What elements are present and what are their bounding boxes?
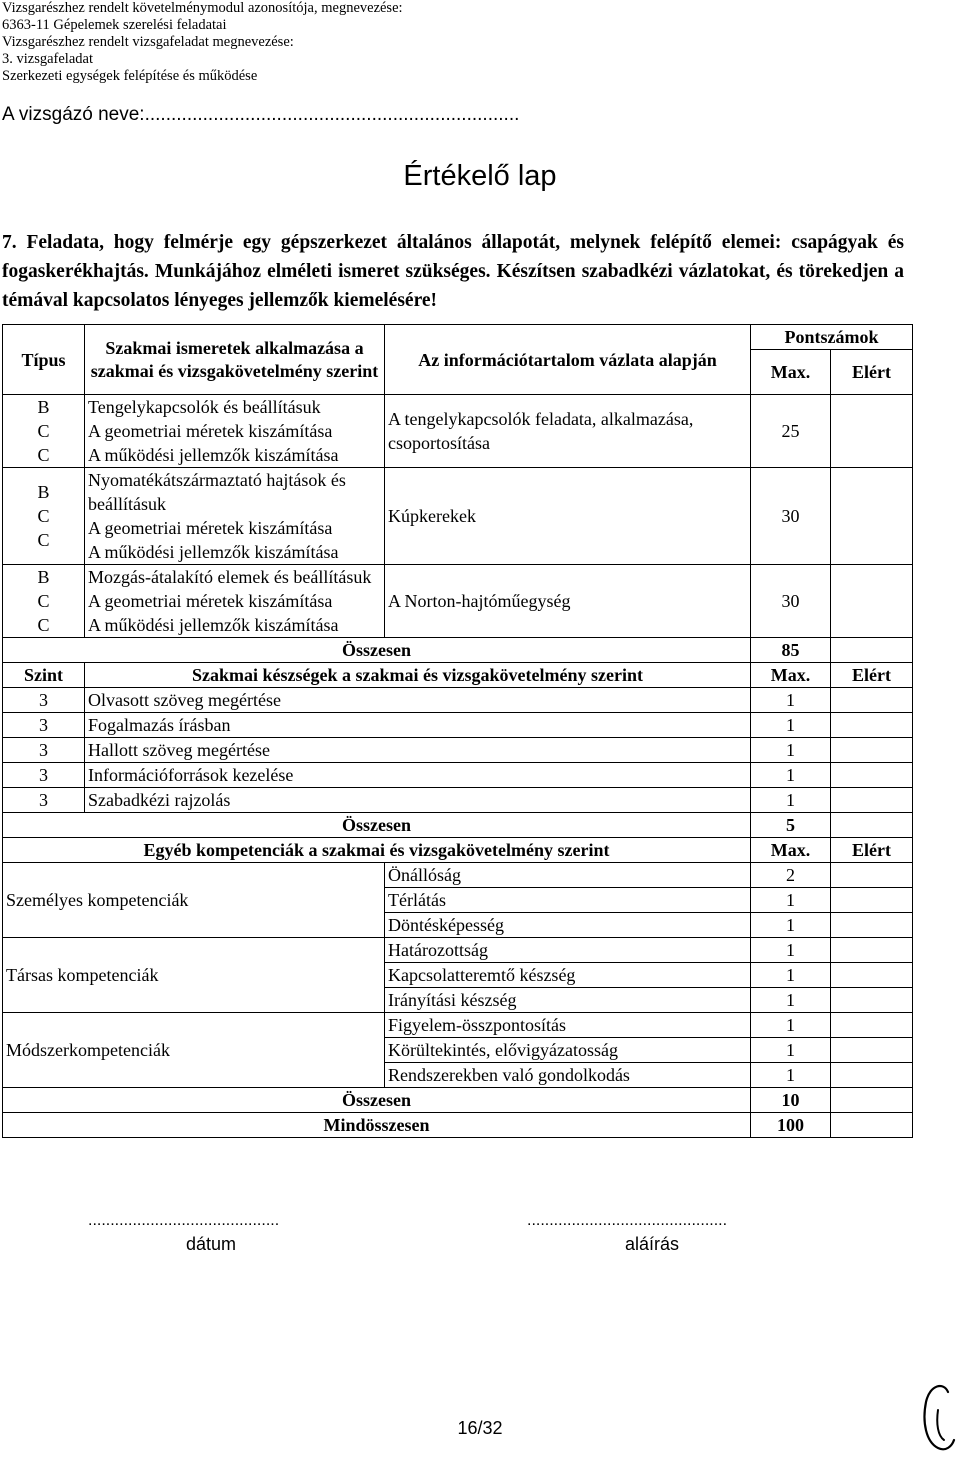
competency-achieved-cell[interactable] bbox=[831, 863, 913, 888]
grand-total-max: 100 bbox=[751, 1113, 831, 1138]
col-competency-header: Egyéb kompetenciák a szakmai és vizsgakövetelmény szerint bbox=[3, 838, 751, 863]
grand-total-achieved-cell[interactable] bbox=[831, 1113, 913, 1138]
knowledge-header-row bbox=[3, 325, 913, 350]
skill-achieved-cell[interactable] bbox=[831, 688, 913, 713]
signature-dots: ............................................. bbox=[527, 1212, 728, 1229]
competency-max: 1 bbox=[751, 1063, 831, 1088]
skill-max: 1 bbox=[751, 763, 831, 788]
col-topic-header: Szakmai ismeretek alkalmazása a szakmai és vizsgakövetelmény szerint bbox=[85, 325, 385, 395]
page-number: 16/32 bbox=[457, 1418, 503, 1438]
col-achieved-header: Elért bbox=[831, 350, 913, 395]
competency-item: Kapcsolatteremtő készség bbox=[385, 963, 751, 988]
competency-row bbox=[3, 938, 913, 963]
topic-line: A geometriai méretek kiszámítása bbox=[88, 591, 333, 611]
competency-max: 1 bbox=[751, 963, 831, 988]
knowledge-total-label: Összesen bbox=[3, 638, 751, 663]
competency-max: 2 bbox=[751, 863, 831, 888]
type-code: C bbox=[37, 506, 50, 526]
header-line-task-name: Szerkezeti egységek felépítése és működése bbox=[2, 68, 258, 84]
header-line-module-id: 6363-11 Gépelemek szerelési feladatai bbox=[2, 17, 227, 33]
competency-achieved-cell[interactable] bbox=[831, 988, 913, 1013]
skills-col-achieved-header: Elért bbox=[831, 663, 913, 688]
skill-row bbox=[3, 788, 913, 813]
type-code: C bbox=[37, 445, 50, 465]
knowledge-row bbox=[3, 395, 913, 468]
skill-row bbox=[3, 688, 913, 713]
competencies-total-label: Összesen bbox=[3, 1088, 751, 1113]
max-points: 25 bbox=[751, 395, 831, 468]
skill-row bbox=[3, 763, 913, 788]
skills-total-label: Összesen bbox=[3, 813, 751, 838]
competency-achieved-cell[interactable] bbox=[831, 1013, 913, 1038]
document-header bbox=[2, 0, 403, 85]
task-description: 7. Feladata, hogy felmérje egy gépszerkezet általános állapotát, melynek felépítő elemei: csapágyak és fogaskerékhajtás. Munkájához elméleti ismeret szükséges. Készítsen szabadkézi vázlatokat, és törekedjen a témával kapcsolatos lényeges jellemzők kiemelésére! bbox=[2, 232, 904, 311]
type-code: C bbox=[37, 530, 50, 550]
type-code: C bbox=[37, 591, 50, 611]
knowledge-total-achieved-cell[interactable] bbox=[831, 638, 913, 663]
header-line-task-number: 3. vizsgafeladat bbox=[2, 51, 93, 67]
skill-max: 1 bbox=[751, 738, 831, 763]
competency-group-name: Módszerkompetenciák bbox=[3, 1013, 385, 1088]
competencies-total-row bbox=[3, 1088, 913, 1113]
competencies-total-max: 10 bbox=[751, 1088, 831, 1113]
competency-item: Irányítási készség bbox=[385, 988, 751, 1013]
skill-max: 1 bbox=[751, 788, 831, 813]
evaluation-table bbox=[2, 324, 913, 1138]
info-cell: A tengelykapcsolók feladata, alkalmazása, csoportosítása bbox=[385, 395, 751, 468]
type-cell bbox=[3, 468, 85, 565]
achieved-points-cell[interactable] bbox=[831, 395, 913, 468]
skill-achieved-cell[interactable] bbox=[831, 788, 913, 813]
competency-achieved-cell[interactable] bbox=[831, 1063, 913, 1088]
col-skill-header: Szakmai készségek a szakmai és vizsgakövetelmény szerint bbox=[85, 663, 751, 688]
competency-group-name: Társas kompetenciák bbox=[3, 938, 385, 1013]
skill-name: Szabadkézi rajzolás bbox=[85, 788, 751, 813]
date-dots: ........................................... bbox=[88, 1212, 280, 1229]
competency-max: 1 bbox=[751, 888, 831, 913]
topic-line: A geometriai méretek kiszámítása bbox=[88, 421, 333, 441]
skill-level: 3 bbox=[3, 738, 85, 763]
competency-row bbox=[3, 863, 913, 888]
skill-level: 3 bbox=[3, 688, 85, 713]
col-max-header: Max. bbox=[751, 350, 831, 395]
skill-achieved-cell[interactable] bbox=[831, 713, 913, 738]
skills-total-achieved-cell[interactable] bbox=[831, 813, 913, 838]
topic-line: A működési jellemzők kiszámítása bbox=[88, 445, 339, 465]
signature-label: aláírás bbox=[625, 1234, 680, 1254]
achieved-points-cell[interactable] bbox=[831, 565, 913, 638]
competency-item: Figyelem-összpontosítás bbox=[385, 1013, 751, 1038]
grand-total-label: Mindösszesen bbox=[3, 1113, 751, 1138]
competency-item: Döntésképesség bbox=[385, 913, 751, 938]
max-points: 30 bbox=[751, 565, 831, 638]
info-cell: A Norton-hajtóműegység bbox=[385, 565, 751, 638]
competency-item: Határozottság bbox=[385, 938, 751, 963]
col-type-header: Típus bbox=[3, 325, 85, 395]
topic-line: Tengelykapcsolók és beállításuk bbox=[88, 397, 321, 417]
skill-achieved-cell[interactable] bbox=[831, 763, 913, 788]
type-code: C bbox=[37, 615, 50, 635]
candidate-name-line: A vizsgázó neve:....................................................................... bbox=[2, 104, 520, 125]
knowledge-row bbox=[3, 468, 913, 565]
skill-row bbox=[3, 738, 913, 763]
skill-achieved-cell[interactable] bbox=[831, 738, 913, 763]
knowledge-total-max: 85 bbox=[751, 638, 831, 663]
skill-row bbox=[3, 713, 913, 738]
competency-item: Önállóság bbox=[385, 863, 751, 888]
competency-max: 1 bbox=[751, 988, 831, 1013]
max-points: 30 bbox=[751, 468, 831, 565]
topic-line: A geometriai méretek kiszámítása bbox=[88, 518, 333, 538]
competency-max: 1 bbox=[751, 1013, 831, 1038]
competency-achieved-cell[interactable] bbox=[831, 963, 913, 988]
skills-total-max: 5 bbox=[751, 813, 831, 838]
competency-group-name: Személyes kompetenciák bbox=[3, 863, 385, 938]
competency-item: Rendszerekben való gondolkodás bbox=[385, 1063, 751, 1088]
skill-name: Olvasott szöveg megértése bbox=[85, 688, 751, 713]
grand-total-row bbox=[3, 1113, 913, 1138]
competency-achieved-cell[interactable] bbox=[831, 1038, 913, 1063]
competency-achieved-cell[interactable] bbox=[831, 888, 913, 913]
skill-level: 3 bbox=[3, 713, 85, 738]
topic-cell bbox=[85, 395, 385, 468]
handwritten-initial-icon bbox=[918, 1380, 958, 1455]
knowledge-row bbox=[3, 565, 913, 638]
skill-name: Fogalmazás írásban bbox=[85, 713, 751, 738]
skills-header-row bbox=[3, 663, 913, 688]
competency-item: Körültekintés, elővigyázatosság bbox=[385, 1038, 751, 1063]
achieved-points-cell[interactable] bbox=[831, 468, 913, 565]
competency-achieved-cell[interactable] bbox=[831, 938, 913, 963]
header-line-task-label: Vizsgarészhez rendelt vizsgafeladat megnevezése: bbox=[2, 34, 294, 50]
topic-line: A működési jellemzők kiszámítása bbox=[88, 615, 339, 635]
topic-line: Nyomatékátszármaztató hajtások és beállításuk bbox=[88, 470, 346, 514]
competency-item: Térlátás bbox=[385, 888, 751, 913]
col-points-header: Pontszámok bbox=[751, 325, 913, 350]
competency-row bbox=[3, 1013, 913, 1038]
competency-max: 1 bbox=[751, 913, 831, 938]
type-cell bbox=[3, 565, 85, 638]
competency-achieved-cell[interactable] bbox=[831, 913, 913, 938]
page-title: Értékelő lap bbox=[403, 160, 557, 192]
knowledge-total-row bbox=[3, 638, 913, 663]
type-cell bbox=[3, 395, 85, 468]
type-code: B bbox=[37, 567, 50, 587]
skill-level: 3 bbox=[3, 763, 85, 788]
type-code: C bbox=[37, 421, 50, 441]
skill-max: 1 bbox=[751, 688, 831, 713]
info-cell: Kúpkerekek bbox=[385, 468, 751, 565]
skill-name: Információforrások kezelése bbox=[85, 763, 751, 788]
topic-cell bbox=[85, 468, 385, 565]
type-code: B bbox=[37, 397, 50, 417]
competency-max: 1 bbox=[751, 938, 831, 963]
competency-max: 1 bbox=[751, 1038, 831, 1063]
competencies-header-row bbox=[3, 838, 913, 863]
type-code: B bbox=[37, 482, 50, 502]
skills-col-max-header: Max. bbox=[751, 663, 831, 688]
topic-line: Mozgás-átalakító elemek és beállításuk bbox=[88, 567, 372, 587]
skill-name: Hallott szöveg megértése bbox=[85, 738, 751, 763]
col-info-header: Az információtartalom vázlata alapján bbox=[385, 325, 751, 395]
topic-line: A működési jellemzők kiszámítása bbox=[88, 542, 339, 562]
col-level-header: Szint bbox=[3, 663, 85, 688]
competencies-total-achieved-cell[interactable] bbox=[831, 1088, 913, 1113]
skill-max: 1 bbox=[751, 713, 831, 738]
header-line-module-label: Vizsgarészhez rendelt követelménymodul azonosítója, megnevezése: bbox=[2, 0, 403, 16]
skills-total-row bbox=[3, 813, 913, 838]
topic-cell bbox=[85, 565, 385, 638]
competencies-col-achieved-header: Elért bbox=[831, 838, 913, 863]
date-label: dátum bbox=[186, 1234, 237, 1254]
skill-level: 3 bbox=[3, 788, 85, 813]
competencies-col-max-header: Max. bbox=[751, 838, 831, 863]
